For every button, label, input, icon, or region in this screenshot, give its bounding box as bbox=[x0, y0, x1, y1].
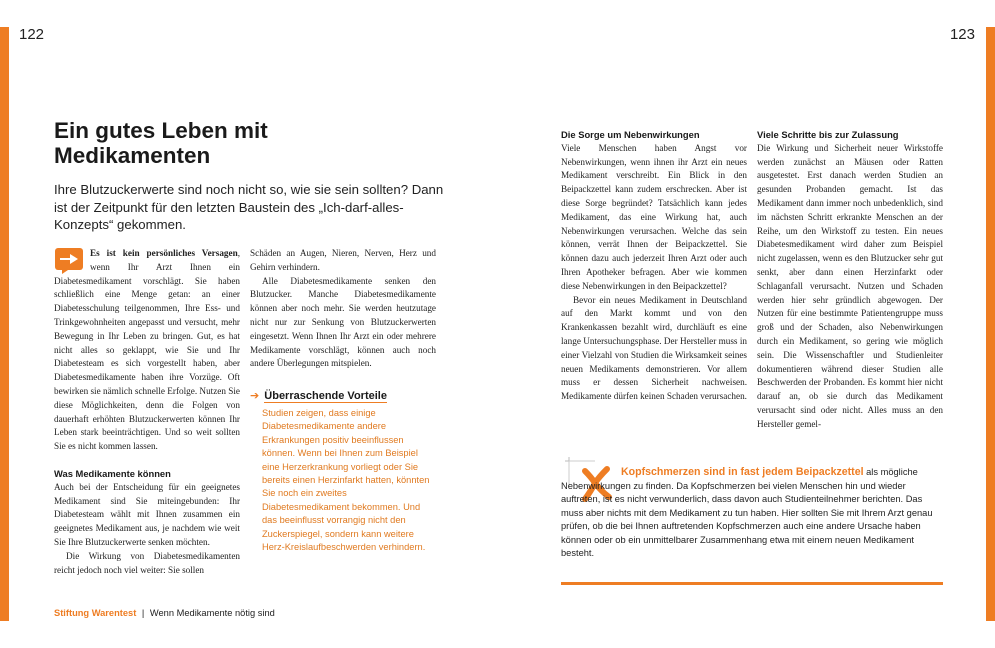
col3-paragraph-1: Viele Menschen haben Angst vor Nebenwirkungen, wenn ihnen ihr Arzt ein neues Medikament verschreibt. Ein Blick in den Beipackzettel kann zudem erschrecken. Aber ist diese Sorge begründet? Tatsächlich kann jedes Medikament, das eine Wirkung hat, auch Nebenwirkungen verursachen. Welche das sein können, verrät Ihnen der Beipackzettel. Sie können dazu auch jederzeit Ihren Arzt oder auch Ihren Apotheker befragen. Aber wie kommen diese Nebenwirkungen in den Beipackzettel? bbox=[561, 142, 747, 291]
column-3 bbox=[561, 128, 747, 404]
advantages-text: Studien zeigen, dass einige Diabetesmedikamente andere Erkrankungen positiv beeinflussen können. Wenn bei Ihnen zum Beispiel eine Herzerkrankung vorliegt oder Sie bereits einen Herzinfarkt hatten, könnten Sie noch ein zweites Diabetesmedikament bekommen. Und das beeinflusst vorrangig nicht den Zuckerspiegel, sondern kann weitere Herz-Kreislaufbeschwerden verhindern. bbox=[262, 408, 430, 553]
col1-bold-intro: Es ist kein persönliches Versagen bbox=[90, 248, 238, 258]
callout-heading: Kopfschmerzen sind in fast jedem Beipackzettel bbox=[621, 466, 864, 478]
footer-text: Wenn Medikamente nötig sind bbox=[149, 608, 275, 618]
col1-paragraph-1 bbox=[54, 247, 240, 454]
col4-heading: Viele Schritte bis zur Zulassung bbox=[757, 129, 899, 140]
headache-callout-box bbox=[561, 453, 943, 585]
orange-arrow-icon bbox=[54, 247, 84, 274]
lead-paragraph: Ihre Blutzuckerwerte sind noch nicht so, wie sie sein sollten? Dann ist der Zeitpunkt für den letzten Baustein des „Ich-darf-alles-Konzepts“ gekommen. bbox=[54, 182, 444, 232]
page-title bbox=[54, 118, 474, 168]
column-4 bbox=[757, 128, 943, 432]
col3-paragraph-2: Bevor ein neues Medikament in Deutschland auf den Markt kommt und von den Krankenkassen bezahlt wird, durchläuft es eine lange Untersuchungsphase. Der Hersteller muss in einer Vielzahl von Studien die Wirksamkeit seines neuen Medikaments demonstrieren. Vor allem muss er dessen Sicherheit nachweisen. Medikamente dürfen keinen Schaden verursachen. bbox=[561, 294, 747, 402]
callout-text: als mögliche Nebenwirkungen zu finden. Da Kopfschmerzen bei vielen Menschen hin und wieder auftreten, ist es nicht verwunderlich, dass davon auch Studienteilnehmer berichten. Das muss aber nichts mit dem Medikament zu tun haben. Hier sollten Sie mit Ihrem Arzt genau prüfen, ob die bei Ihnen auftretenden Kopfschmerzen auch eine andere Ursache haben können oder ob ein unmittelbarer Zusammenhang etwa mit einem neuen Medikament besteht. bbox=[561, 467, 933, 558]
col2-paragraph-1: Schäden an Augen, Nieren, Nerven, Herz und Gehirn verhindern. bbox=[250, 248, 436, 272]
callout-body bbox=[561, 466, 941, 561]
right-orange-edge-bar bbox=[986, 27, 995, 621]
page-number-left: 122 bbox=[19, 26, 45, 43]
col1-paragraph-2: Auch bei der Entscheidung für ein geeignetes Medikament sind Sie miteingebunden: Ihr Diabetesteam wählt mit Ihnen zusammen ein geeignetes Medikament aus, je nachdem wie weit Sie Ihre Blutzuckerwerte senken möchten. bbox=[54, 481, 240, 547]
callout-bottom-rule bbox=[561, 582, 943, 585]
col1-paragraph-3: Die Wirkung von Diabetesmedikamenten reicht jedoch noch viel weiter: Sie sollen bbox=[54, 550, 240, 575]
col4-paragraph-1: Die Wirkung und Sicherheit neuer Wirkstoffe werden zunächst an Mäusen oder Ratten ausgetestet. Erst danach werden Studien an gesunden Probanden gemacht. Ist das Medikament dann immer noch unbedenklich, sind im nächsten Schritt erkrankte Menschen an der Reihe, um den Wirkstoff zu testen. Ein neues Diabetesmedikament wird daher zum Beispiel nicht zugelassen, wenn es den Blutzucker sehr gut senkt, aber dann einen Herzinfarkt oder Schlaganfall verursacht. Nutzen und Schaden werden hier sehr gründlich abgewogen. Der Nutzen für eine bestimmte Patientengruppe muss groß und der Schaden, also Nebenwirkungen durch ein Medikament, so gering wie möglich sein. Die Wissenschaftler und Studienleiter dokumentieren während dieser Studien alle Beschwerden der Probanden. Es kommt hier nicht darauf an, ob sie durch das Medikament verursacht sind oder nicht. Alles muss an den Hersteller gemel- bbox=[757, 142, 943, 429]
footer-brand: Stiftung Warentest bbox=[54, 608, 137, 618]
col3-heading: Die Sorge um Nebenwirkungen bbox=[561, 129, 700, 140]
advantages-heading bbox=[250, 389, 436, 403]
footer-separator: | bbox=[141, 608, 145, 618]
page-title-line-1: Ein gutes Leben mit bbox=[54, 118, 268, 143]
col1-heading: Was Medikamente können bbox=[54, 467, 171, 479]
page-number-right: 123 bbox=[949, 26, 975, 43]
column-1 bbox=[54, 247, 240, 577]
arrow-right-icon: ➔ bbox=[250, 390, 260, 402]
page-title-line-2: Medikamenten bbox=[54, 143, 211, 168]
advantages-box bbox=[250, 389, 436, 554]
advantages-heading-label: Überraschende Vorteile bbox=[264, 390, 387, 402]
left-orange-edge-bar bbox=[0, 27, 9, 621]
col2-paragraph-2: Alle Diabetesmedikamente senken den Blutzucker. Manche Diabetesmedikamente können aber noch mehr. Sie werden heutzutage nicht nur zur Senkung von Blutzuckerwerten eingesetzt. Wenn Ihnen Ihr Arzt ein oder mehrere Medikamente vorschlägt, können auch noch andere Überlegungen mitspielen. bbox=[250, 275, 436, 369]
footer bbox=[54, 608, 275, 618]
col1-paragraph-1-text: , wenn Ihr Arzt Ihnen ein Diabetesmedikament vorschlägt. Sie haben schließlich eine Menge getan: an einer Diabetesschulung teilgenommen, Ihre Ess- und Trinkgewohnheiten angepasst und versucht, mehr Bewegung in Ihr Leben zu bringen. Gut, es hat nicht alles so geklappt, wie Sie und Ihr Diabetesteam es sich vorgestellt haben, aber Diabetesmedikamente haben ihre Vorzüge. Oft bewirken sie nämlich schnelle Erfolge. Nutzen Sie diese Möglichkeiten, denn die Folgen von dauerhaft erhöhten Blutzuckerwerten können Ihr Leben stark beeinträchtigen. Und so weit sollten Sie es nicht kommen lassen. bbox=[54, 248, 240, 452]
column-2 bbox=[250, 247, 436, 371]
